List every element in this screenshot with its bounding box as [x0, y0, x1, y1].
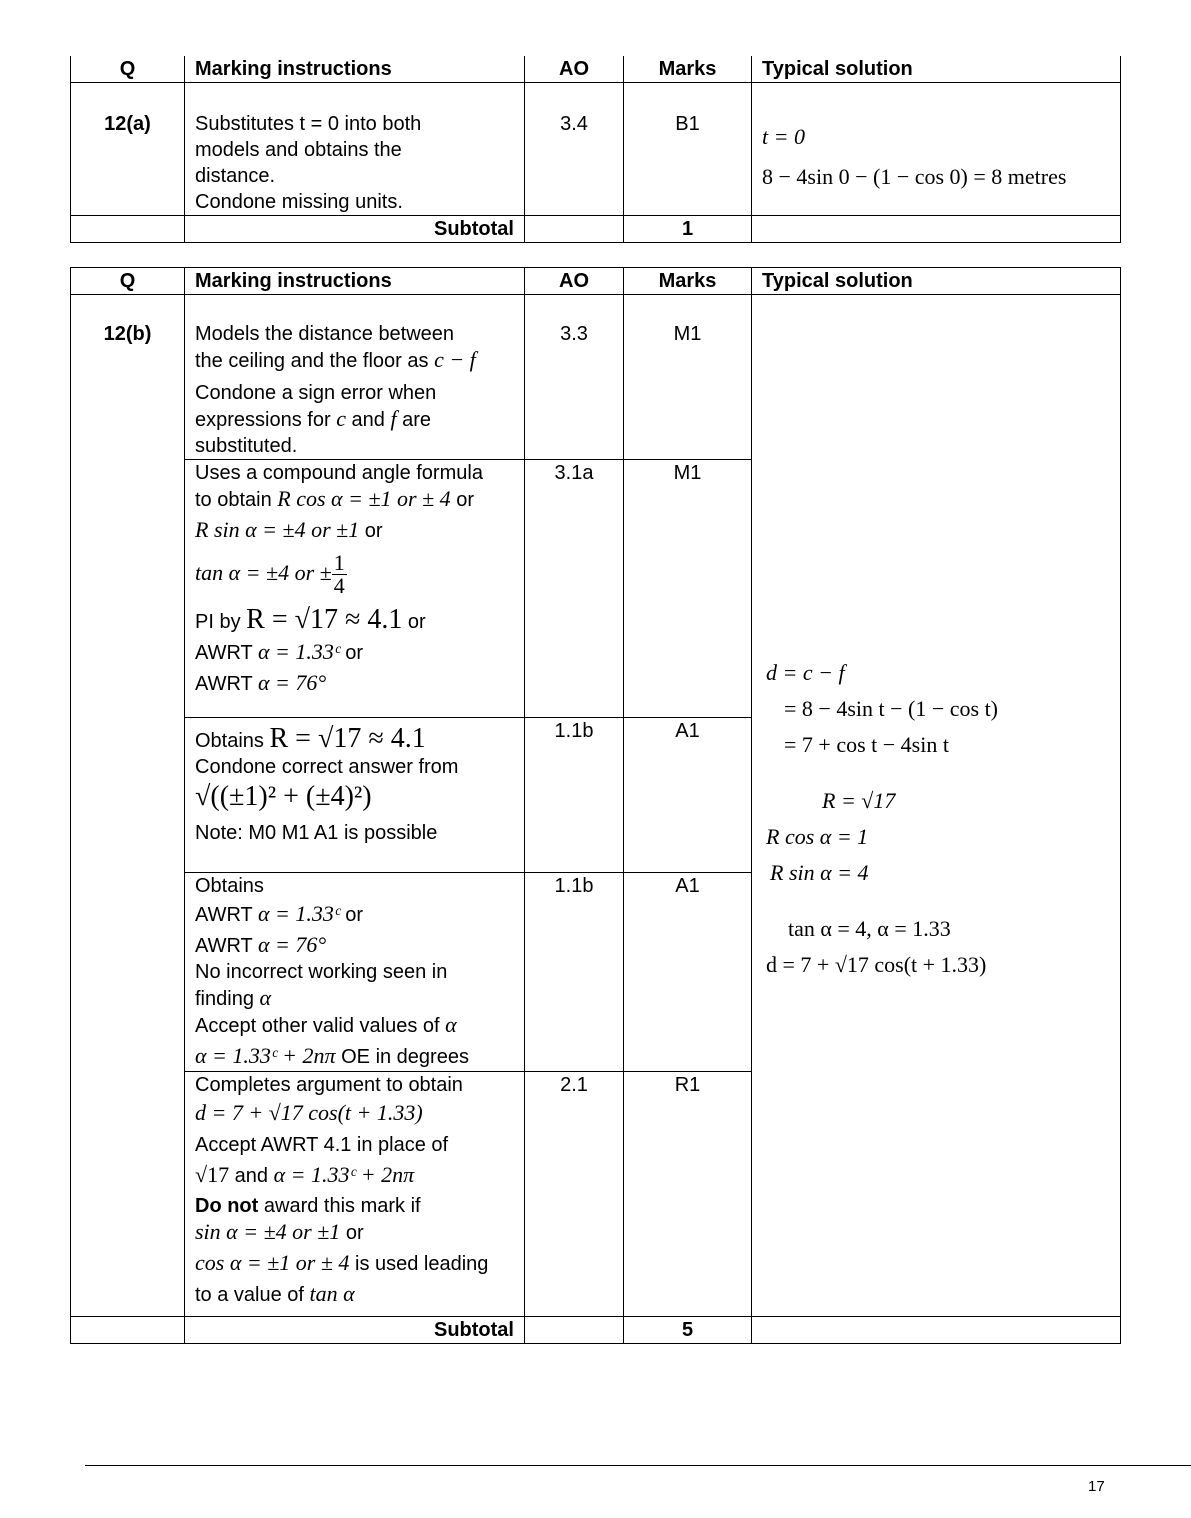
- instruction-line: Completes argument to obtain: [195, 1074, 463, 1096]
- row-2-ao: 3.1a: [525, 460, 624, 718]
- instruction-text: to a value of: [195, 1284, 304, 1306]
- part-b-table: [70, 267, 1121, 1344]
- instruction-line: [195, 723, 514, 754]
- instruction-text: Accept other valid values of: [195, 1015, 440, 1037]
- math-expression: sin α = ±4 or ±1: [195, 1219, 341, 1244]
- instruction-text: is used leading: [355, 1253, 489, 1275]
- row-1-instructions: [185, 295, 525, 460]
- math-variable: c: [336, 406, 346, 431]
- header-instructions: Marking instructions: [185, 56, 525, 83]
- instruction-text: the ceiling and the floor as: [195, 350, 429, 372]
- instruction-line: Condone a sign error when: [195, 382, 437, 404]
- row-4-ao: 1.1b: [525, 873, 624, 1072]
- header-ao: AO: [525, 268, 624, 295]
- instruction-line: models and obtains the: [195, 139, 402, 161]
- instruction-text: or: [407, 611, 426, 633]
- instruction-text: expressions for: [195, 409, 331, 431]
- header-solution: Typical solution: [752, 56, 1121, 83]
- header-row: [71, 268, 1121, 295]
- emphasis-text: Do not: [195, 1195, 259, 1217]
- instruction-text: or: [364, 520, 383, 542]
- row-4-mark: A1: [624, 873, 752, 1072]
- part-a-ao: 3.4: [525, 83, 624, 216]
- instruction-line: [195, 670, 514, 697]
- math-expression: √17: [195, 1162, 230, 1187]
- math-expression: c − f: [434, 347, 476, 372]
- instruction-line: [195, 1162, 514, 1189]
- part-a-subtotal-row: [71, 216, 1121, 243]
- instruction-text: AWRT: [195, 904, 253, 926]
- part-b-solution: [752, 295, 1121, 1317]
- instruction-line: [195, 486, 514, 513]
- instruction-line: [195, 1193, 514, 1219]
- part-a-table: [70, 56, 1121, 243]
- fraction-denominator: 4: [333, 573, 345, 598]
- empty-cell: [71, 216, 185, 243]
- header-solution: Typical solution: [752, 268, 1121, 295]
- instruction-text: finding: [195, 988, 254, 1010]
- instruction-line: distance.: [195, 165, 276, 187]
- instruction-text: to obtain: [195, 489, 272, 511]
- instruction-line: Substitutes t = 0 into both: [195, 113, 422, 135]
- header-q: Q: [71, 56, 185, 83]
- math-expression: cos α = ±1 or ± 4: [195, 1250, 350, 1275]
- instruction-line: Obtains: [195, 875, 264, 897]
- instruction-line: [195, 639, 514, 666]
- empty-cell: [752, 216, 1121, 243]
- header-marks: Marks: [624, 56, 752, 83]
- empty-cell: [525, 1317, 624, 1344]
- solution-line: d = 7 + √17 cos(t + 1.33): [766, 952, 987, 977]
- solution-line: R sin α = 4: [770, 860, 869, 885]
- instruction-text: AWRT: [195, 673, 253, 695]
- part-a-subtotal-label: Subtotal: [185, 216, 525, 243]
- empty-cell: [525, 216, 624, 243]
- solution-line: t = 0: [762, 124, 805, 149]
- math-expression: α = 1.33ᶜ: [257, 639, 340, 664]
- math-expression: R = √17 ≈ 4.1: [246, 604, 403, 635]
- part-b-subtotal-label: Subtotal: [185, 1317, 525, 1344]
- math-expression: α = 76°: [257, 670, 327, 695]
- math-expression: tan α = ±4 or ±: [195, 559, 332, 585]
- math-expression: √((±1)² + (±4)²): [195, 781, 372, 812]
- math-expression: α = 1.33ᶜ + 2nπ: [273, 1162, 415, 1187]
- instruction-text: OE in degrees: [341, 1046, 469, 1068]
- instruction-line: substituted.: [195, 435, 298, 457]
- math-expression: R = √17 ≈ 4.1: [269, 723, 426, 754]
- empty-cell: [71, 1317, 185, 1344]
- part-b-table-wrap: [70, 267, 1120, 1344]
- instruction-text: or: [345, 904, 364, 926]
- instruction-line: [195, 517, 514, 544]
- part-b-row-1: [71, 295, 1121, 460]
- spacer: [766, 763, 1110, 783]
- part-a-subtotal: 1: [624, 216, 752, 243]
- row-5-instructions: [185, 1072, 525, 1317]
- instruction-line: [195, 1012, 514, 1039]
- row-4-instructions: [185, 873, 525, 1072]
- math-variable: α: [259, 985, 272, 1010]
- part-b-subtotal-row: [71, 1317, 1121, 1344]
- solution-line: 8 − 4sin 0 − (1 − cos 0) = 8 metres: [762, 164, 1067, 189]
- math-expression: α = 1.33ᶜ + 2nπ: [195, 1043, 336, 1068]
- solution-line: tan α = 4, α = 1.33: [788, 916, 951, 941]
- header-q: Q: [71, 268, 185, 295]
- spacer: [766, 891, 1110, 911]
- part-a-table-wrap: [70, 56, 1120, 243]
- instruction-line: [195, 901, 514, 928]
- instruction-line: Note: M0 M1 A1 is possible: [195, 822, 438, 844]
- row-2-mark: M1: [624, 460, 752, 718]
- math-expression: d = 7 + √17 cos(t + 1.33): [195, 1100, 423, 1125]
- instruction-line: No incorrect working seen in: [195, 961, 448, 983]
- row-3-mark: A1: [624, 718, 752, 873]
- empty-cell: [752, 1317, 1121, 1344]
- solution-line: d = c − f: [766, 660, 845, 685]
- instruction-text: award this mark if: [263, 1195, 421, 1217]
- instruction-line: [195, 604, 514, 635]
- solution-line: R = √17: [822, 788, 896, 813]
- part-a-solution: [752, 83, 1121, 216]
- solution-line: = 8 − 4sin t − (1 − cos t): [784, 696, 999, 721]
- math-expression: R cos α = ±1 or ± 4: [277, 486, 451, 511]
- header-marks: Marks: [624, 268, 752, 295]
- instruction-line: [195, 406, 514, 433]
- instruction-text: or: [345, 642, 364, 664]
- fraction: [332, 552, 347, 597]
- instruction-line: [195, 932, 514, 959]
- row-1-ao: 3.3: [525, 295, 624, 460]
- footer-divider: [85, 1465, 1191, 1466]
- row-5-mark: R1: [624, 1072, 752, 1317]
- instruction-line: Models the distance between: [195, 323, 455, 345]
- instruction-line: [195, 1250, 514, 1277]
- solution-line: R cos α = 1: [766, 824, 869, 849]
- solution-line: = 7 + cos t − 4sin t: [784, 732, 949, 757]
- instruction-line: [195, 1281, 514, 1308]
- instruction-text: and: [234, 1165, 269, 1187]
- instruction-line: [195, 552, 514, 597]
- instruction-line: Condone correct answer from: [195, 756, 459, 778]
- header-row: [71, 56, 1121, 83]
- instruction-text: and: [351, 409, 385, 431]
- row-5-ao: 2.1: [525, 1072, 624, 1317]
- row-1-mark: M1: [624, 295, 752, 460]
- part-a-mark: B1: [624, 83, 752, 216]
- part-b-question: 12(b): [71, 295, 185, 1317]
- math-expression: α = 76°: [257, 932, 327, 957]
- instruction-text: Obtains: [195, 730, 264, 752]
- math-variable: α: [445, 1012, 457, 1037]
- instruction-text: AWRT: [195, 642, 253, 664]
- fraction-numerator: 1: [333, 550, 345, 575]
- part-a-question: 12(a): [71, 83, 185, 216]
- instruction-line: [195, 985, 514, 1012]
- part-a-row: [71, 83, 1121, 216]
- page-number: 17: [1088, 1478, 1105, 1495]
- math-expression: α = 1.33ᶜ: [257, 901, 340, 926]
- instruction-line: Uses a compound angle formula: [195, 462, 483, 484]
- part-a-instructions: [185, 83, 525, 216]
- instruction-line: [195, 1219, 514, 1246]
- instruction-text: PI by: [195, 611, 241, 633]
- instruction-text: are: [402, 409, 432, 431]
- instruction-text: or: [345, 1222, 364, 1244]
- header-ao: AO: [525, 56, 624, 83]
- instruction-line: Accept AWRT 4.1 in place of: [195, 1134, 449, 1156]
- row-3-ao: 1.1b: [525, 718, 624, 873]
- row-3-instructions: [185, 718, 525, 873]
- math-expression: tan α: [309, 1281, 355, 1306]
- math-expression: R sin α = ±4 or ±1: [195, 517, 360, 542]
- instruction-text: AWRT: [195, 935, 253, 957]
- instruction-line: Condone missing units.: [195, 191, 403, 213]
- instruction-line: [195, 1043, 514, 1070]
- math-variable: f: [390, 406, 397, 431]
- instruction-line: [195, 347, 514, 374]
- header-instructions: Marking instructions: [185, 268, 525, 295]
- instruction-text: or: [456, 489, 475, 511]
- part-b-subtotal: 5: [624, 1317, 752, 1344]
- row-2-instructions: [185, 460, 525, 718]
